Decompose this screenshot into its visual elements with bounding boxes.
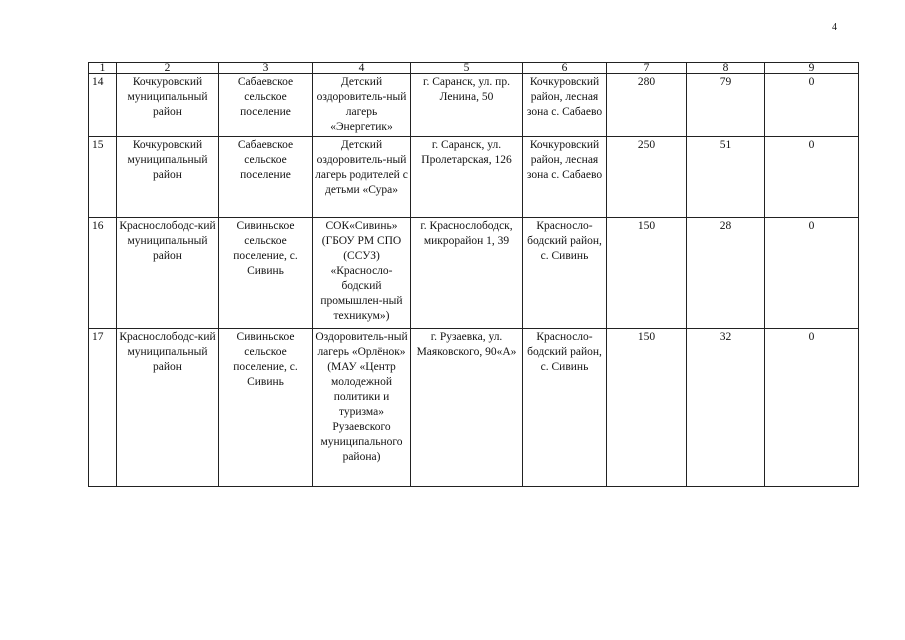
district-cell: Краснослободс-кий муниципальный район: [117, 329, 219, 487]
column-header-3: 3: [219, 63, 313, 74]
settlement-cell: Сивиньское сельское поселение, с. Сивинь: [219, 218, 313, 329]
camp-name-cell: СОК«Сивинь» (ГБОУ РМ СПО (ССУЗ) «Краснослo-бодский промышлен-ный техникум»): [313, 218, 411, 329]
location-cell: Краснослo-бодский район, с. Сивинь: [523, 218, 607, 329]
column-8-cell: 79: [687, 74, 765, 137]
camps-table: [88, 62, 859, 487]
column-8-cell: 32: [687, 329, 765, 487]
district-cell: Кочкуровский муниципальный район: [117, 137, 219, 218]
column-header-1: 1: [89, 63, 117, 74]
table-header-row: [89, 63, 859, 74]
column-header-9: 9: [765, 63, 859, 74]
row-number: 14: [89, 74, 117, 137]
column-header-4: 4: [313, 63, 411, 74]
camp-name-cell: Детский оздоровитель-ный лагерь «Энергетик»: [313, 74, 411, 137]
column-9-cell: 0: [765, 329, 859, 487]
district-cell: Кочкуровский муниципальный район: [117, 74, 219, 137]
column-header-6: 6: [523, 63, 607, 74]
column-7-cell: 150: [607, 329, 687, 487]
table-row: [89, 137, 859, 218]
location-cell: Кочкуровский район, лесная зона с. Сабаево: [523, 74, 607, 137]
settlement-cell: Сабаевское сельское поселение: [219, 137, 313, 218]
column-9-cell: 0: [765, 137, 859, 218]
column-header-8: 8: [687, 63, 765, 74]
column-7-cell: 280: [607, 74, 687, 137]
column-9-cell: 0: [765, 218, 859, 329]
location-cell: Краснослo-бодский район, с. Сивинь: [523, 329, 607, 487]
camp-name-cell: Оздоровитель-ный лагерь «Орлёнок» (МАУ «Центр молодежной политики и туризма» Рузаевского муниципального района): [313, 329, 411, 487]
column-header-2: 2: [117, 63, 219, 74]
camp-name-cell: Детский оздоровитель-ный лагерь родителей с детьми «Сура»: [313, 137, 411, 218]
row-number: 17: [89, 329, 117, 487]
table-row: [89, 329, 859, 487]
column-9-cell: 0: [765, 74, 859, 137]
district-cell: Краснослободс-кий муниципальный район: [117, 218, 219, 329]
row-number: 16: [89, 218, 117, 329]
address-cell: г. Краснослободск, микрорайон 1, 39: [411, 218, 523, 329]
column-header-7: 7: [607, 63, 687, 74]
table-row: [89, 218, 859, 329]
address-cell: г. Рузаевка, ул. Маяковского, 90«А»: [411, 329, 523, 487]
column-header-5: 5: [411, 63, 523, 74]
column-8-cell: 51: [687, 137, 765, 218]
column-7-cell: 250: [607, 137, 687, 218]
address-cell: г. Саранск, ул. Пролетарская, 126: [411, 137, 523, 218]
settlement-cell: Сабаевское сельское поселение: [219, 74, 313, 137]
row-number: 15: [89, 137, 117, 218]
column-8-cell: 28: [687, 218, 765, 329]
table-row: [89, 74, 859, 137]
location-cell: Кочкуровский район, лесная зона с. Сабаево: [523, 137, 607, 218]
page-number: 4: [832, 22, 837, 33]
address-cell: г. Саранск, ул. пр. Ленина, 50: [411, 74, 523, 137]
settlement-cell: Сивиньское сельское поселение, с. Сивинь: [219, 329, 313, 487]
column-7-cell: 150: [607, 218, 687, 329]
